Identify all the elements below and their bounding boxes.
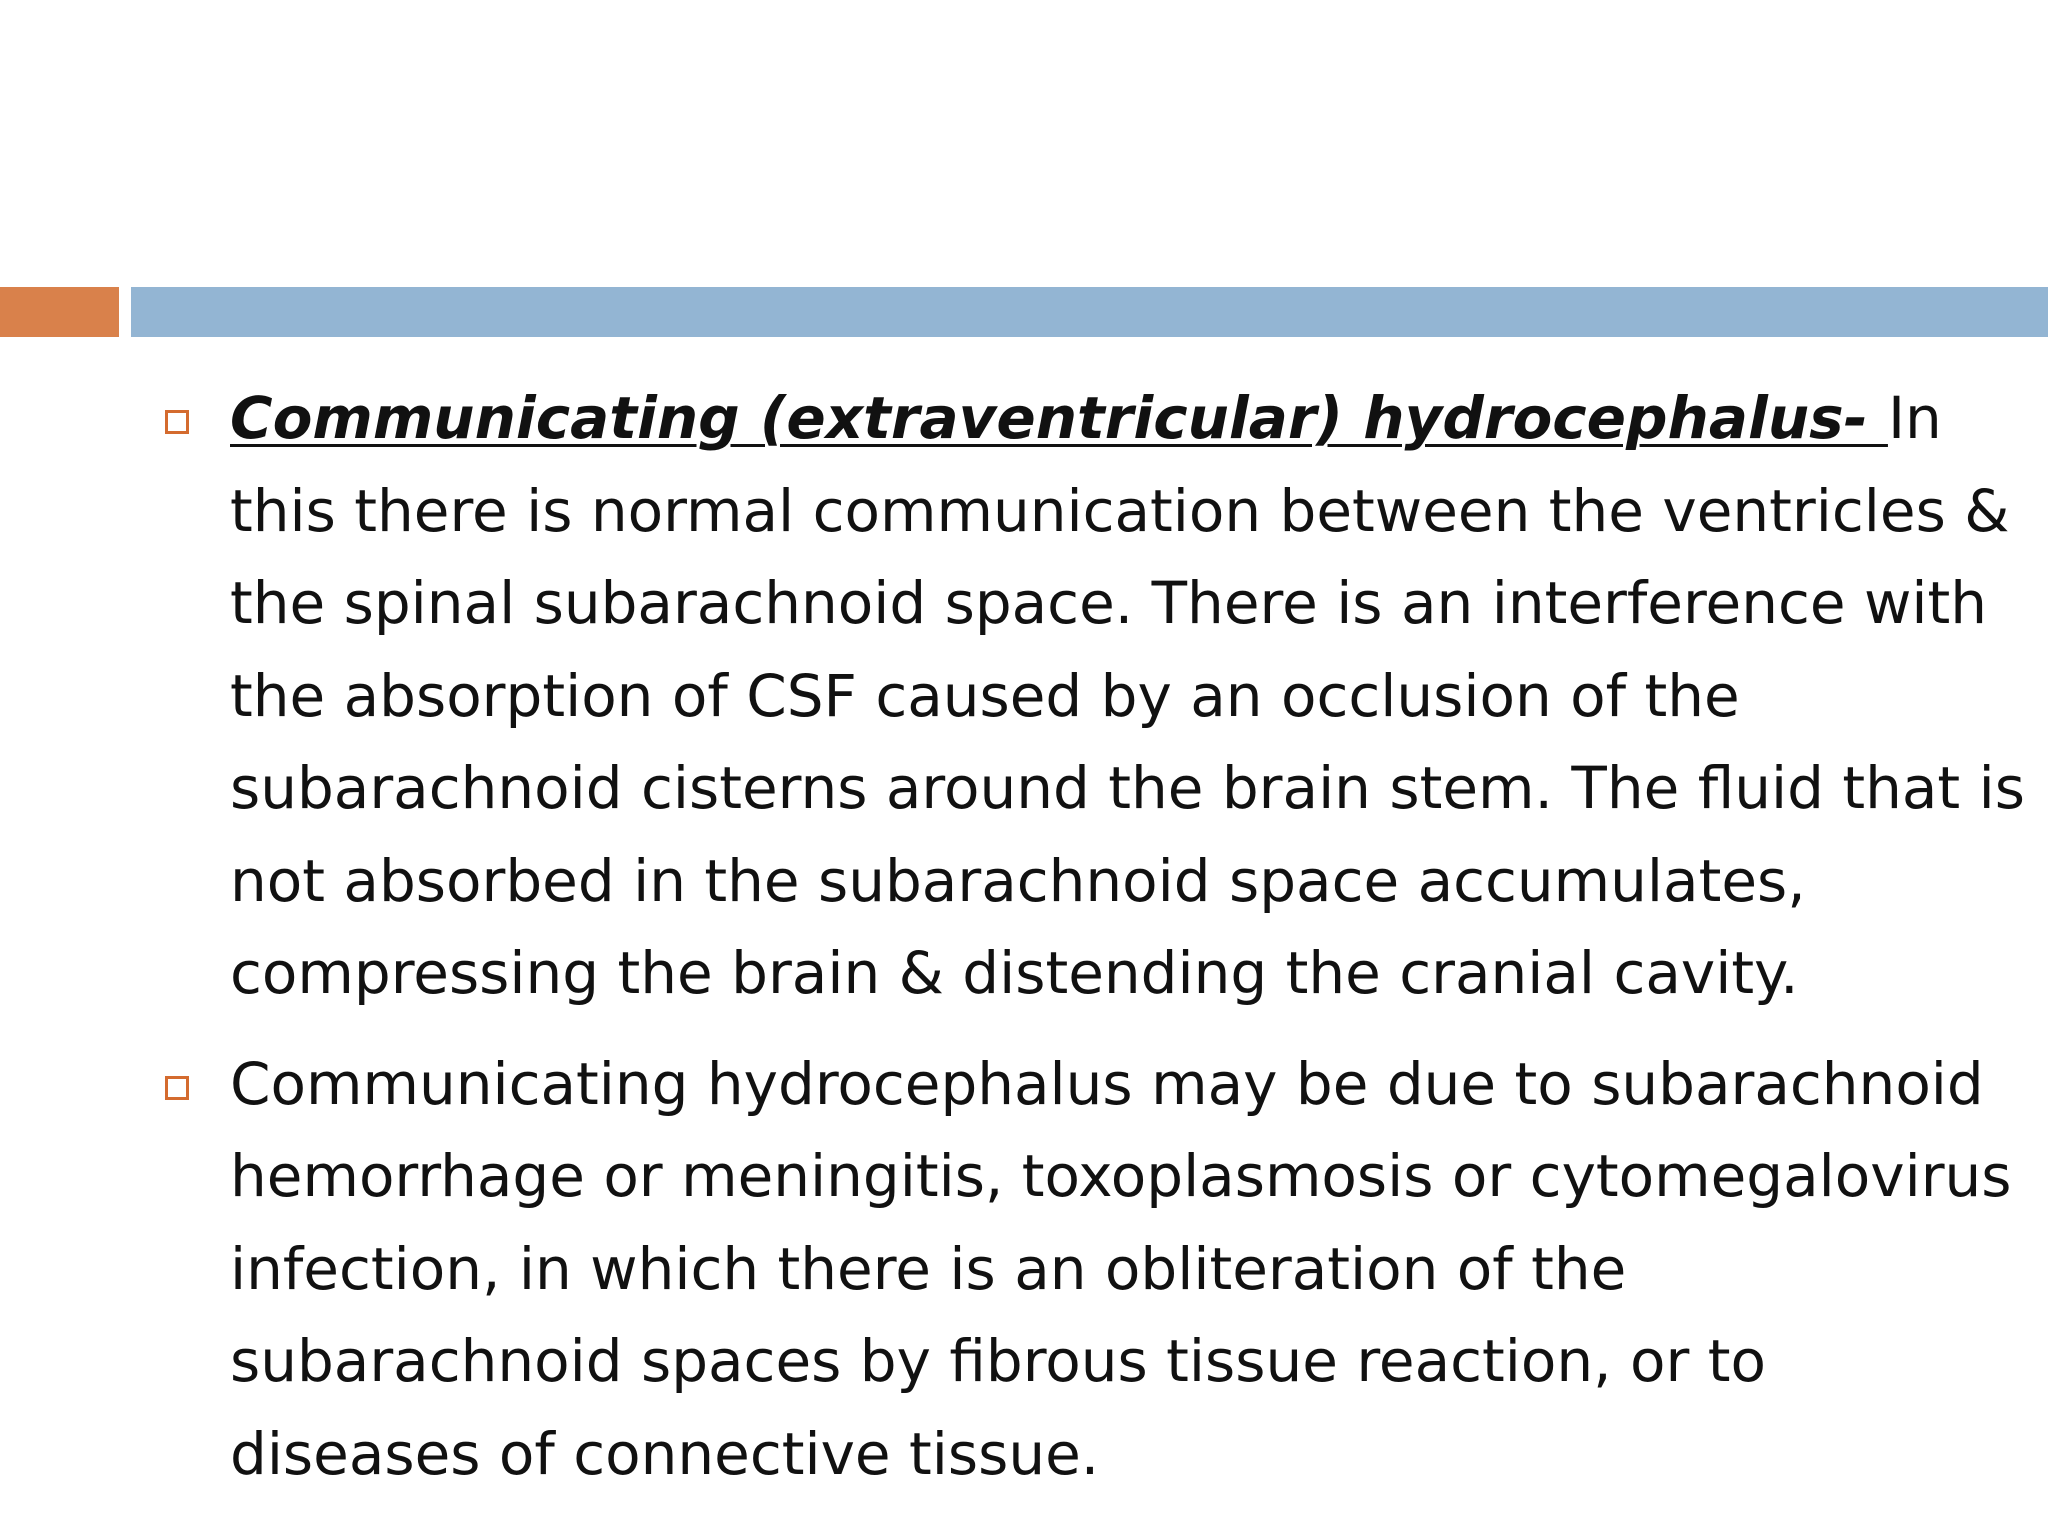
accent-bar-orange — [0, 287, 119, 337]
bullet-item-communicating — [150, 372, 2030, 1020]
square-bullet-icon — [165, 1076, 189, 1100]
slide-body — [150, 372, 2030, 1518]
square-bullet-icon — [165, 410, 189, 434]
bullet-text: In this there is normal communication between the ventricles & the spinal subarachnoid space. There is an interference with the absorption of CSF caused by an occlusion of the subarachnoid cisterns around the brain stem. The fluid that is not absorbed in the subarachnoid space accumulates, compressing the brain & distending the cranial cavity. — [230, 384, 2025, 1007]
bullet-item-causes — [150, 1038, 2030, 1501]
bullet-lead-term: Communicating (extraventricular) hydrocephalus- — [230, 384, 1888, 452]
bullet-text: Communicating hydrocephalus may be due to subarachnoid hemorrhage or meningitis, toxoplasmosis or cytomegalovirus infection, in which there is an obliteration of the subarachnoid spaces by fibrous tissue reaction, or to diseases of connective tissue. — [230, 1049, 2012, 1488]
accent-bar-blue — [131, 287, 2048, 337]
